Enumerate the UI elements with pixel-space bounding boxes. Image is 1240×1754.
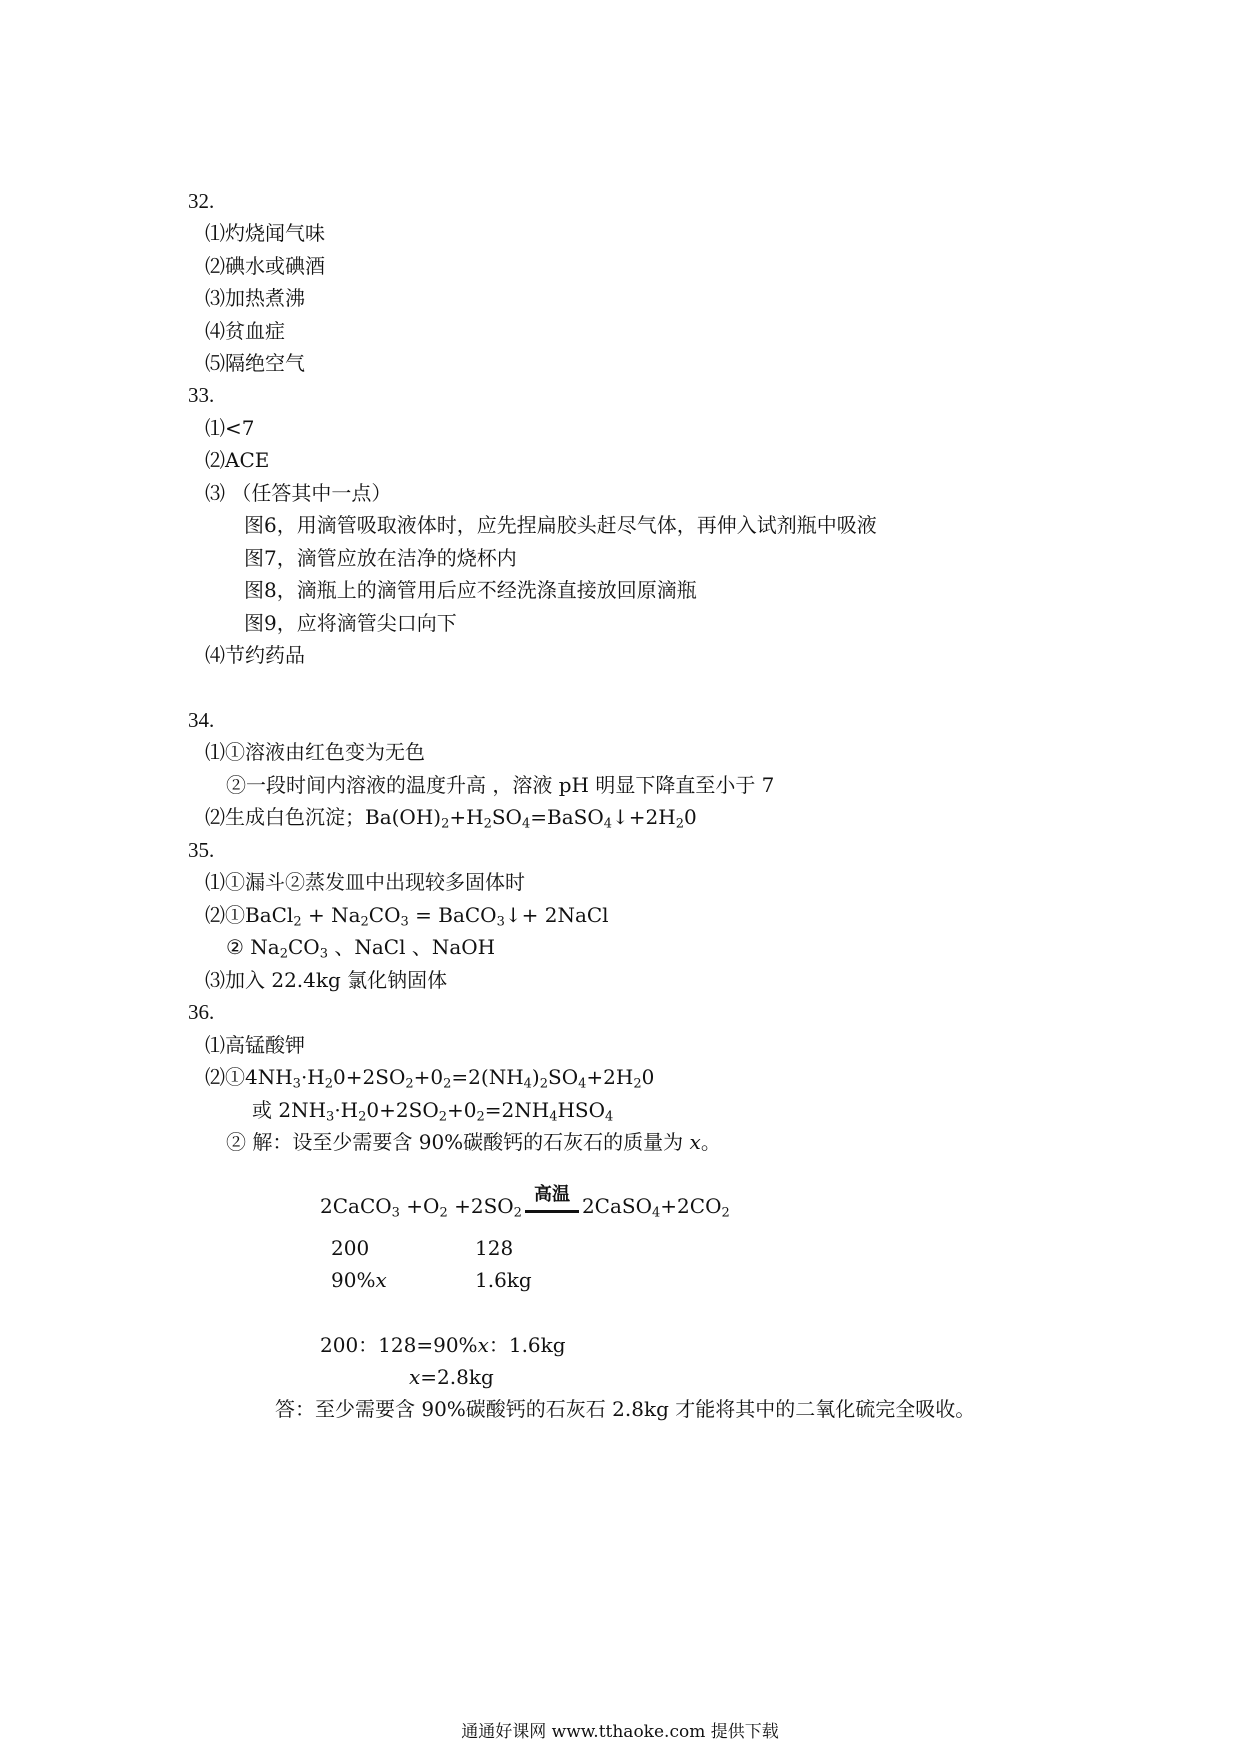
question-34-number: 34. — [188, 708, 215, 732]
q33-sub-item-2: 图7，滴管应放在洁净的烧杯内 — [244, 546, 517, 570]
q32-item-4: ⑷贫血症 — [205, 319, 285, 343]
q35-line-2: ⑵①BaCl$_2$ + $Na_2CO_3$ = BaCO$_3$↓+ 2NaCl — [205, 903, 609, 930]
q32-item-5: ⑸隔绝空气 — [205, 351, 305, 375]
proportion-equation: 200：128=90%x：1.6kg — [320, 1333, 566, 1357]
q36-line-3: 或 $2NH_3\cdot H_20+2SO_2+0_2=2NH_4HSO_4$ — [252, 1098, 614, 1125]
q34-line-3: ⑵生成白色沉淀；$Ba(OH)_2+H_2SO_4=BaSO_4↓+2H_20$ — [205, 805, 697, 832]
q33-item-2: ⑵ACE — [205, 448, 270, 472]
ratio-row-1-left: 200 — [331, 1236, 370, 1260]
q34-line-1: ⑴①溶液由红色变为无色 — [205, 740, 425, 764]
q33-sub-item-3: 图8，滴瓶上的滴管用后应不经洗涤直接放回原滴瓶 — [244, 578, 697, 602]
question-33-number: 33. — [188, 383, 215, 407]
q32-item-2: ⑵碘水或碘酒 — [205, 254, 325, 278]
q35-line-4: ⑶加入 22.4kg 氯化钠固体 — [205, 968, 448, 992]
q36-line-2: $⑵①4NH_3\cdot H_20+2SO_2+0_2=2(NH_4)_2SO_4+2H_20$ — [205, 1065, 655, 1092]
q34-line-2: ②一段时间内溶液的温度升高 ，溶液 pH 明显下降直至小于 7 — [226, 773, 775, 797]
question-32-number: 32. — [188, 189, 215, 213]
final-answer: 答：至少需要含 90%碳酸钙的石灰石 2.8kg 才能将其中的二氧化硫完全吸收。 — [275, 1397, 976, 1421]
q36-solution-intro: ② 解：设至少需要含 90%碳酸钙的石灰石的质量为 x。 — [226, 1130, 721, 1154]
q32-item-3: ⑶加热煮沸 — [205, 286, 305, 310]
ratio-row-2-left: 90%x — [331, 1268, 387, 1292]
ratio-row-2-right: 1.6kg — [475, 1268, 532, 1292]
q33-sub-item-1: 图6，用滴管吸取液体时，应先捏扁胶头赶尽气体，再伸入试剂瓶中吸液 — [244, 513, 877, 537]
chemical-equation: 2CaCO$_3$ $+O_2 +2SO_2$ 高温 $2CaSO_4+2CO_2$ — [320, 1184, 730, 1221]
q35-line-3: ② $Na_2CO_3$ 、NaCl 、NaOH — [226, 935, 496, 962]
result-line: x=2.8kg — [409, 1365, 494, 1389]
q33-item-1: ⑴<7 — [205, 416, 255, 440]
footer-download-note: 通通好课网 www.tthaoke.com 提供下载 — [461, 1722, 779, 1742]
q36-line-1: ⑴高锰酸钾 — [205, 1033, 305, 1057]
q33-sub-item-4: 图9，应将滴管尖口向下 — [244, 611, 457, 635]
ratio-row-1-right: 128 — [475, 1236, 514, 1260]
reaction-condition: 高温 — [525, 1198, 579, 1213]
question-36-number: 36. — [188, 1000, 215, 1024]
q33-item-3: ⑶ （任答其中一点） — [205, 481, 392, 505]
q33-item-4: ⑷节约药品 — [205, 643, 305, 667]
q35-line-1: ⑴①漏斗②蒸发皿中出现较多固体时 — [205, 870, 525, 894]
q32-item-1: ⑴灼烧闻气味 — [205, 221, 325, 245]
question-35-number: 35. — [188, 838, 215, 862]
